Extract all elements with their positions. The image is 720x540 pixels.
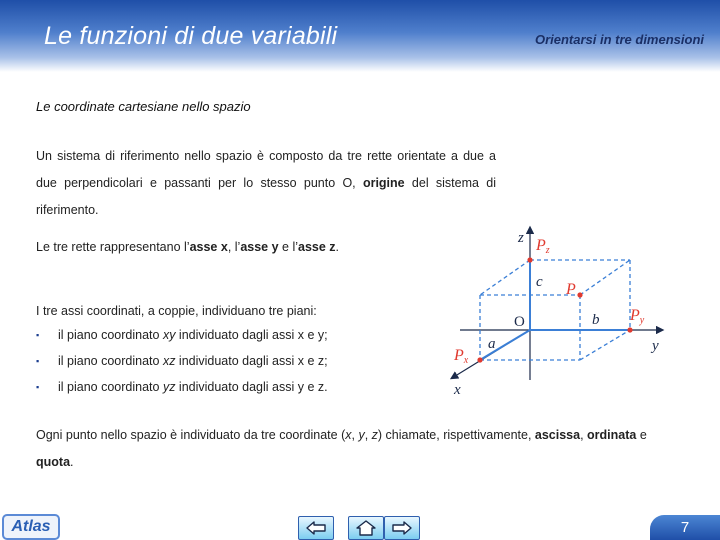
next-button[interactable]	[384, 516, 420, 540]
label-point-pz: Pz	[536, 237, 550, 256]
label-axis-y: y	[652, 338, 659, 354]
coordinate-diagram	[440, 220, 680, 400]
section-title: Le coordinate cartesiane nello spazio	[36, 99, 251, 114]
page-subtitle: Orientarsi in tre dimensioni	[534, 32, 704, 47]
label-point-p: P	[566, 281, 576, 298]
atlas-logo[interactable]: Atlas	[2, 514, 60, 540]
point-px	[477, 357, 482, 362]
bullet-marker: ▪	[36, 330, 40, 340]
label-segment-b: b	[592, 312, 600, 328]
label-axis-x: x	[454, 382, 461, 398]
bullet-marker: ▪	[36, 356, 40, 366]
home-icon	[355, 519, 377, 537]
point-py	[627, 327, 632, 332]
label-origin: O	[514, 314, 525, 330]
page-title: Le funzioni di due variabili	[44, 22, 338, 50]
label-point-py: Py	[630, 307, 645, 326]
paragraph-planes: I tre assi coordinati, a coppie, individuano tre piani:	[36, 304, 317, 318]
term-asse-x: asse x	[189, 240, 228, 254]
home-button[interactable]	[348, 516, 384, 540]
label-segment-a: a	[488, 336, 496, 352]
paragraph-reference-system: Un sistema di riferimento nello spazio è composto da tre rette orientate a due a due perpendicolari e passanti per lo stesso punto O, origine del sistema di riferimento.	[36, 149, 496, 217]
bullet-marker: ▪	[36, 382, 40, 392]
term-ordinata: ordinata	[587, 428, 637, 442]
term-quota: quota	[36, 455, 71, 469]
planes-list	[36, 322, 328, 400]
paragraph-axes: Le tre rette rappresentano l’asse x, l’asse y e l’asse z.	[36, 240, 340, 254]
previous-button[interactable]	[298, 516, 334, 540]
header-bar	[0, 0, 720, 72]
term-ascissa: ascissa	[534, 428, 581, 442]
label-segment-c: c	[536, 274, 543, 290]
box-edges	[480, 260, 630, 360]
term-asse-y: asse y	[240, 240, 279, 254]
label-point-px: Px	[454, 347, 469, 366]
paragraph-coordinates: Ogni punto nello spazio è individuato da tre coordinate (x, y, z) chiamate, rispettivamente, ascissa, ordinata e quota.	[36, 428, 647, 469]
point-pz	[527, 257, 532, 262]
arrow-left-icon	[305, 520, 327, 536]
term-asse-z: asse z	[298, 240, 336, 254]
list-item: ▪ il piano coordinato xy individuato dagli assi x e y;	[36, 322, 328, 348]
term-origine: origine	[362, 176, 405, 190]
label-axis-z: z	[518, 230, 524, 246]
point-p	[577, 292, 582, 297]
list-item: ▪ il piano coordinato yz individuato dagli assi y e z.	[36, 374, 328, 400]
list-item: ▪ il piano coordinato xz individuato dagli assi x e z;	[36, 348, 328, 374]
arrow-right-icon	[391, 520, 413, 536]
page-number: 7	[650, 515, 720, 540]
